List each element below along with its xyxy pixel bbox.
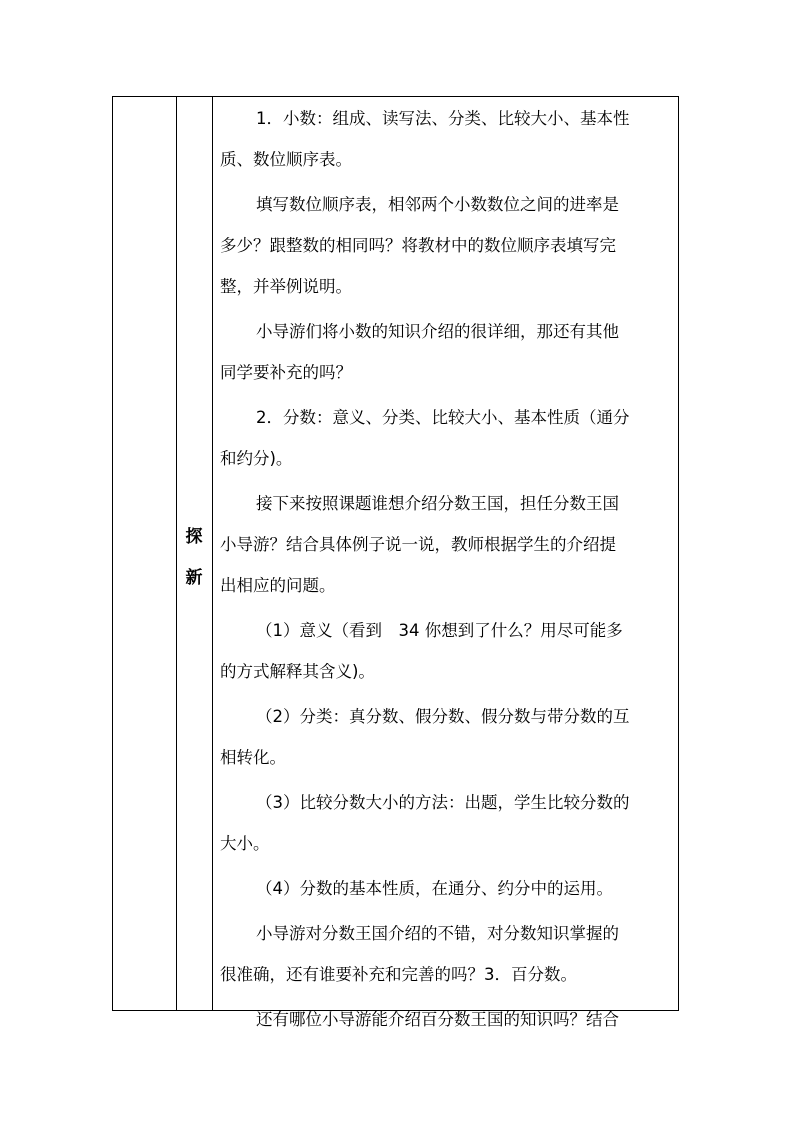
paragraph-line: 质、数位顺序表。: [220, 150, 352, 169]
paragraph-line: 同学要补充的吗？: [220, 363, 352, 382]
paragraph-line: 小导游对分数王国介绍的不错，对分数知识掌握的: [256, 924, 619, 943]
paragraph-line: （2）分类：真分数、假分数、假分数与带分数的互: [256, 707, 630, 726]
paragraph-line: 相转化。: [220, 748, 286, 767]
paragraph-line: 填写数位顺序表，相邻两个小数数位之间的进率是: [256, 195, 619, 214]
paragraph-line: 接下来按照课题谁想介绍分数王国，担任分数王国: [256, 494, 619, 513]
paragraph-line: 还有哪位小导游能介绍百分数王国的知识吗？结合: [256, 1010, 619, 1029]
paragraph-line: （4）分数的基本性质，在通分、约分中的运用。: [256, 879, 613, 898]
paragraph-line: 大小。: [220, 834, 270, 853]
section-label-char-2: 新: [185, 568, 203, 588]
paragraph-line: 出相应的问题。: [220, 576, 336, 595]
column-divider-2: [212, 97, 213, 1010]
paragraph-line: 整，并举例说明。: [220, 277, 352, 296]
paragraph-line: 多少？跟整数的相同吗？将教材中的数位顺序表填写完: [220, 236, 616, 255]
paragraph-line: （1）意义（看到 34 你想到了什么？用尽可能多: [256, 621, 623, 640]
paragraph-line: 1．小数：组成、读写法、分类、比较大小、基本性: [256, 109, 630, 128]
paragraph-line: （3）比较分数大小的方法：出题，学生比较分数的: [256, 793, 630, 812]
paragraph-line: 很准确，还有谁要补充和完善的吗？3．百分数。: [220, 965, 577, 984]
paragraph-line: 2．分数：意义、分类、比较大小、基本性质（通分: [256, 408, 630, 427]
section-label-char-1: 探: [185, 527, 203, 547]
paragraph-line: 的方式解释其含义)。: [220, 662, 375, 681]
paragraph-line: 和约分)。: [220, 449, 293, 468]
paragraph-line: 小导游？结合具体例子说一说，教师根据学生的介绍提: [220, 535, 616, 554]
paragraph-line: 小导游们将小数的知识介绍的很详细，那还有其他: [256, 322, 619, 341]
section-label: [176, 517, 212, 599]
lesson-content: [220, 98, 676, 1040]
lesson-table: [112, 96, 679, 1029]
